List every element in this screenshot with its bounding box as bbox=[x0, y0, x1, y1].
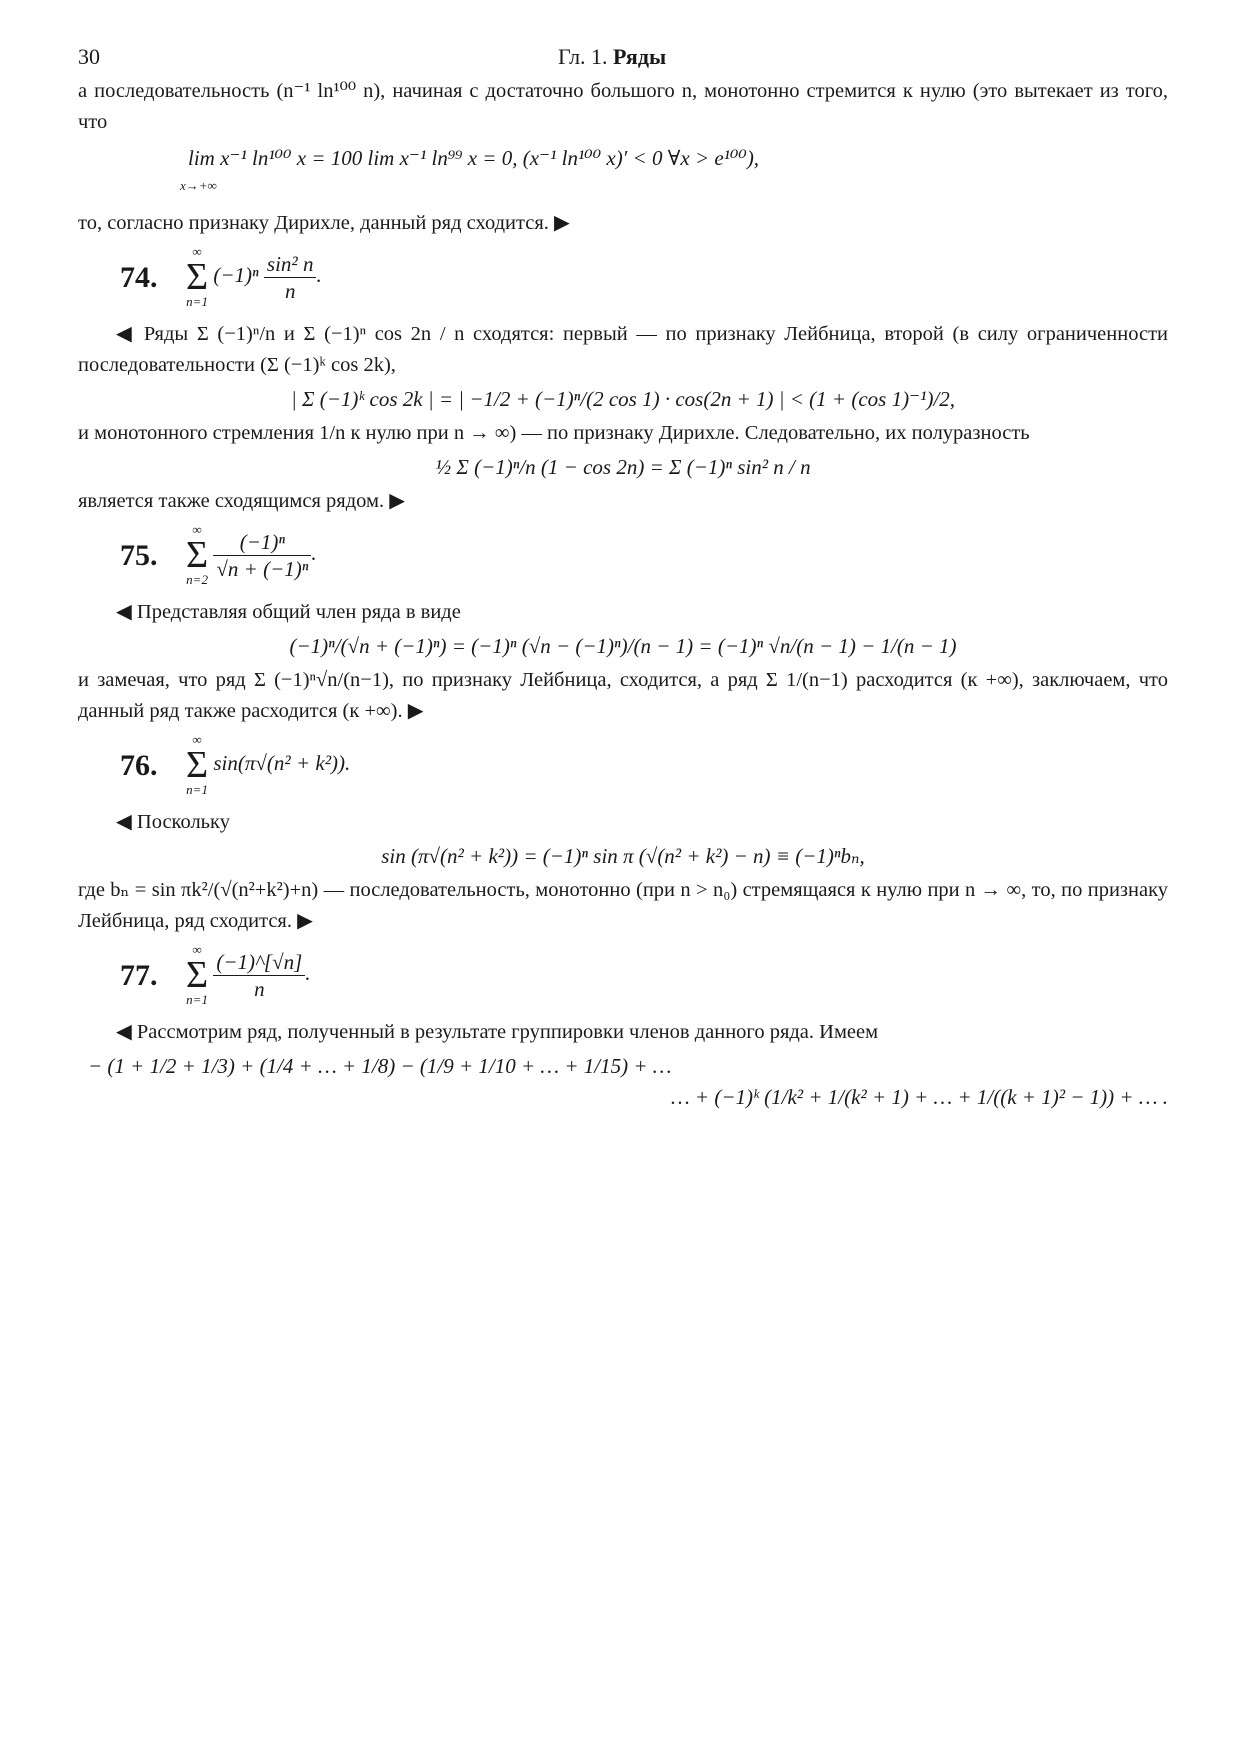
chapter-label: Гл. 1. bbox=[558, 44, 608, 69]
page-header bbox=[78, 40, 1168, 76]
formula-limits bbox=[78, 138, 1168, 208]
paragraph-76a: ◀ Поскольку bbox=[116, 811, 230, 833]
problem-77 bbox=[78, 937, 1168, 1017]
formula-74b: ½ Σ (−1)ⁿ/n (1 − cos 2n) = Σ (−1)ⁿ sin² n / n bbox=[435, 455, 811, 479]
fraction bbox=[213, 529, 311, 582]
formula-limits-sub: x→+∞ bbox=[180, 178, 217, 193]
paragraph-75a: ◀ Представляя общий член ряда в виде bbox=[116, 601, 461, 623]
chapter-heading bbox=[558, 44, 666, 70]
paragraph-1b: то, согласно признаку Дирихле, данный ряд сходится. ▶ bbox=[78, 212, 570, 234]
sum-lower: n=2 bbox=[186, 572, 208, 587]
term: sin(π√(n² + k²)). bbox=[213, 750, 351, 775]
problem-expression bbox=[186, 733, 350, 797]
page bbox=[78, 40, 1168, 1116]
numerator: (−1)^[√n] bbox=[213, 949, 305, 976]
denominator: √n + (−1)ⁿ bbox=[216, 556, 309, 581]
numerator: (−1)ⁿ bbox=[213, 529, 311, 556]
paragraph-77a: ◀ Рассмотрим ряд, полученный в результате группировки членов данного ряда. Имеем bbox=[116, 1021, 879, 1043]
sigma-icon: Σ bbox=[186, 534, 209, 576]
sum-lower: n=1 bbox=[186, 782, 208, 797]
paragraph-74b: и монотонного стремления 1/n к нулю при n → ∞) — по признаку Дирихле. Следовательно, их полуразность bbox=[78, 422, 1030, 444]
formula-76: sin (π√(n² + k²)) = (−1)ⁿ sin π (√(n² + k²) − n) ≡ (−1)ⁿbₙ, bbox=[381, 844, 865, 868]
formula-limits-text: lim x⁻¹ ln¹⁰⁰ x = 100 lim x⁻¹ ln⁹⁹ x = 0, (x⁻¹ ln¹⁰⁰ x)′ < 0 ∀x > e¹⁰⁰), bbox=[188, 146, 760, 170]
paragraph-1a: а последовательность (n⁻¹ ln¹⁰⁰ n), начиная с достаточно большого n, монотонно стремится к нулю (это вытекает из того, что bbox=[78, 80, 1168, 133]
problem-74 bbox=[78, 239, 1168, 319]
problem-expression: ∞ Σ n=1 $\frac{(-1)\^{}[√n]}{n}$ . bbox=[186, 942, 311, 1007]
formula-74a: | Σ (−1)ᵏ cos 2k | = | −1/2 + (−1)ⁿ/(2 cos 1) · cos(2n + 1) | < (1 + (cos 1)⁻¹)/2, bbox=[290, 387, 956, 411]
problem-expression: ∞ Σ n=1 (−1)ⁿ $\frac{\text{sin² n}}{n}$ . bbox=[186, 244, 322, 309]
denominator: n bbox=[284, 278, 296, 303]
numerator: sin² n bbox=[264, 251, 317, 278]
paragraph-75b: и замечая, что ряд Σ (−1)ⁿ√n/(n−1), по признаку Лейбница, сходится, а ряд Σ 1/(n−1) расходится (к +∞), заключаем, что данный ряд также расходится (к +∞). ▶ bbox=[78, 669, 1168, 722]
paragraph-74c: является также сходящимся рядом. ▶ bbox=[78, 490, 405, 512]
problem-number: 76. bbox=[120, 749, 158, 782]
sigma-icon: Σ bbox=[186, 256, 209, 298]
term: (−1)ⁿ bbox=[213, 262, 259, 287]
formula-75: (−1)ⁿ/(√n + (−1)ⁿ) = (−1)ⁿ (√n − (−1)ⁿ)/(n − 1) = (−1)ⁿ √n/(n − 1) − 1/(n − 1) bbox=[289, 634, 957, 658]
sum-lower: n=1 bbox=[186, 294, 208, 309]
sum-upper: ∞ bbox=[192, 244, 202, 259]
sum-sign bbox=[186, 245, 208, 309]
fraction bbox=[213, 949, 305, 1002]
page-number: 30 bbox=[78, 44, 100, 69]
sum-sign bbox=[186, 943, 208, 1007]
sigma-icon: Σ bbox=[186, 744, 209, 786]
denominator: n bbox=[254, 976, 265, 1001]
problem-number: 74. bbox=[120, 261, 158, 294]
sum-upper: ∞ bbox=[192, 522, 202, 537]
problem-76 bbox=[78, 727, 1168, 807]
fraction bbox=[264, 251, 317, 304]
sum-sign bbox=[186, 523, 208, 587]
chapter-title: Ряды bbox=[613, 44, 667, 69]
sum-upper: ∞ bbox=[192, 732, 202, 747]
sigma-icon: Σ bbox=[186, 954, 209, 996]
problem-number: 75. bbox=[120, 539, 158, 572]
paragraph-76b: где bₙ = sin πk²/(√(n²+k²)+n) — последовательность, монотонно (при n > n₀) стремящаяся к нулю при n → ∞, то, по признаку Лейбница, ряд сходится. ▶ bbox=[78, 879, 1168, 932]
formula-77a: − (1 + 1/2 + 1/3) + (1/4 + … + 1/8) − (1/9 + 1/10 + … + 1/15) + … bbox=[88, 1054, 672, 1078]
sum-sign bbox=[186, 733, 208, 797]
problem-expression: ∞ Σ n=2 $\frac{\text{(−1)ⁿ}}{\text{√n + (−1)ⁿ}}$ . bbox=[186, 522, 317, 587]
sum-upper: ∞ bbox=[192, 942, 202, 957]
problem-75 bbox=[78, 517, 1168, 597]
sum-lower: n=1 bbox=[186, 992, 208, 1007]
paragraph-74a: ◀ Ряды Σ (−1)ⁿ/n и Σ (−1)ⁿ cos 2n / n сходятся: первый — по признаку Лейбница, второй (в силу ограниченности последовательности (Σ (−1)ᵏ cos 2k), bbox=[78, 323, 1168, 376]
problem-number: 77. bbox=[120, 959, 158, 992]
formula-77b: … + (−1)ᵏ (1/k² + 1/(k² + 1) + … + 1/((k + 1)² − 1)) + … . bbox=[671, 1085, 1168, 1109]
